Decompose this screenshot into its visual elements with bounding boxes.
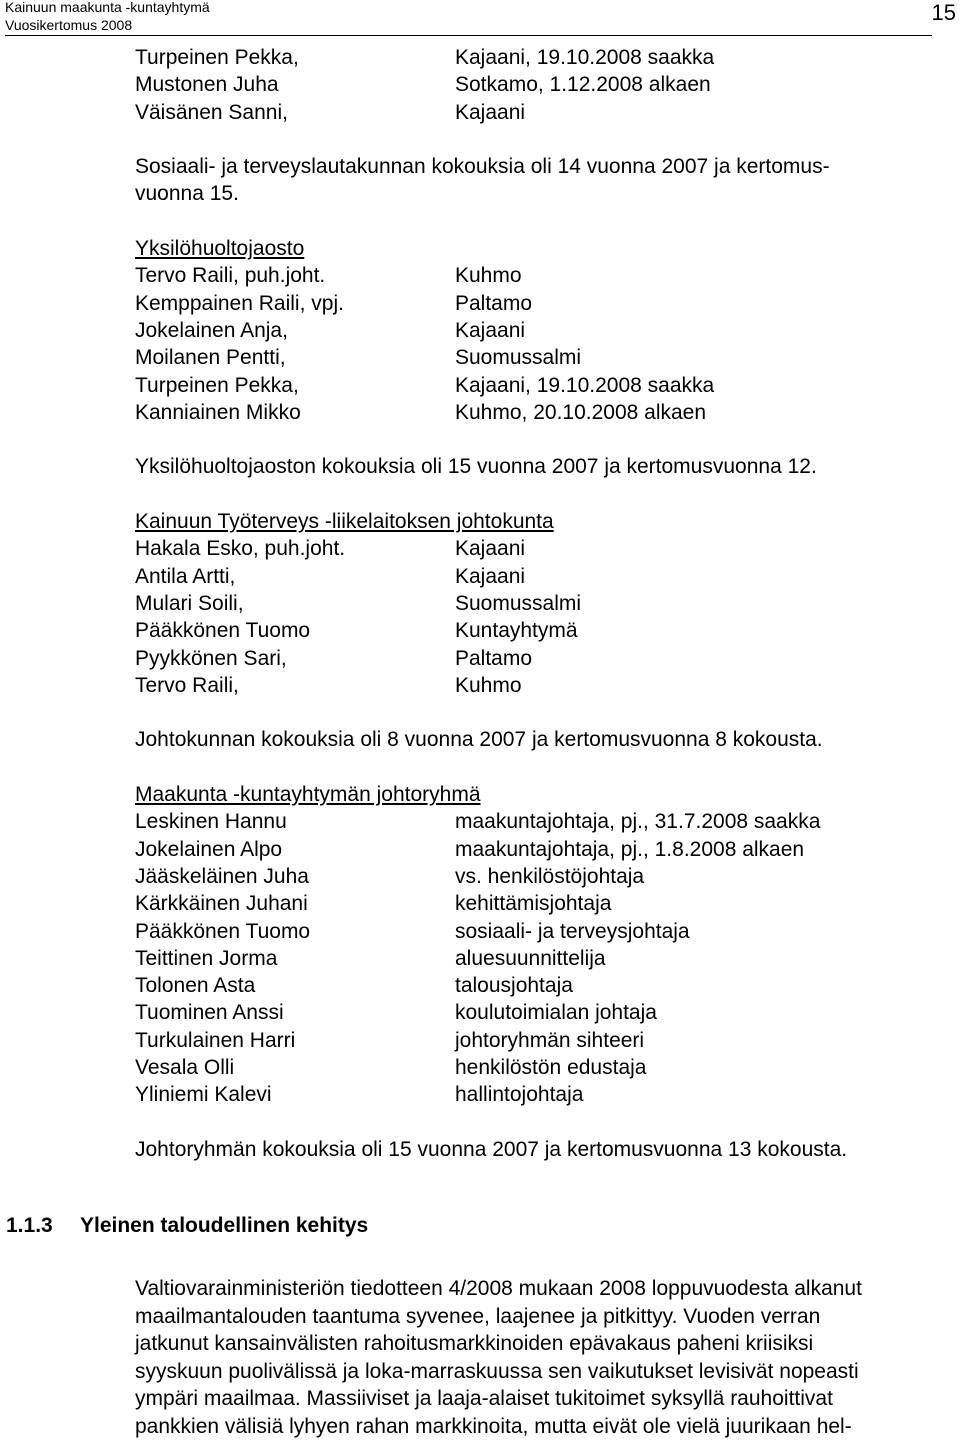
member-row — [135, 44, 935, 71]
member-name: Väisänen Sanni, — [135, 99, 288, 126]
paragraph-line: vuonna 15. — [135, 180, 239, 207]
member-name: Jokelainen Anja, — [135, 317, 288, 344]
committee-title: Maakunta -kuntayhtymän johtoryhmä — [135, 781, 481, 808]
header-organization: Kainuun maakunta -kuntayhtymä — [5, 0, 210, 15]
header-divider — [5, 35, 932, 36]
member-name: Kemppainen Raili, vpj. — [135, 290, 344, 317]
spacer — [135, 481, 935, 508]
section-number: 1.1.3 — [6, 1212, 53, 1239]
member-name: Tervo Raili, — [135, 672, 239, 699]
member-info: Suomussalmi — [455, 344, 581, 371]
committee-summary: Yksilöhuoltojaoston kokouksia oli 15 vuonna 2007 ja kertomusvuonna 12. — [135, 453, 817, 480]
member-row — [135, 590, 935, 617]
section-title: Yleinen taloudellinen kehitys — [80, 1212, 368, 1239]
member-name: Tuominen Anssi — [135, 999, 284, 1026]
member-info: Kajaani, 19.10.2008 saakka — [455, 44, 714, 71]
member-info: Kajaani — [455, 563, 525, 590]
member-row — [135, 399, 935, 426]
member-row — [135, 617, 935, 644]
member-row — [135, 535, 935, 562]
member-info: Paltamo — [455, 290, 532, 317]
body-line: ympäri maailmaa. Massiiviset ja laaja-alaiset tukitoimet syksyllä rauhoittivat — [135, 1385, 957, 1413]
member-info: aluesuunnittelija — [455, 945, 606, 972]
document-content — [135, 44, 935, 1163]
body-line: syyskuun puolivälissä ja loka-marraskuussa sen vaikutukset levisivät nopeasti — [135, 1358, 957, 1386]
committee-summary: Johtoryhmän kokouksia oli 15 vuonna 2007 ja kertomusvuonna 13 kokousta. — [135, 1136, 847, 1163]
member-info: maakuntajohtaja, pj., 31.7.2008 saakka — [455, 808, 820, 835]
member-name: Jääskeläinen Juha — [135, 863, 309, 890]
member-info: koulutoimialan johtaja — [455, 999, 657, 1026]
member-row — [135, 972, 935, 999]
member-name: Vesala Olli — [135, 1054, 234, 1081]
member-info: Kuhmo — [455, 262, 522, 289]
committee-summary: Johtokunnan kokouksia oli 8 vuonna 2007 ja kertomusvuonna 8 kokousta. — [135, 726, 823, 753]
member-row — [135, 945, 935, 972]
member-info: maakuntajohtaja, pj., 1.8.2008 alkaen — [455, 836, 804, 863]
spacer — [135, 126, 935, 153]
member-row — [135, 836, 935, 863]
member-row — [135, 1081, 935, 1108]
member-name: Hakala Esko, puh.joht. — [135, 535, 345, 562]
spacer — [135, 208, 935, 235]
member-info: Paltamo — [455, 645, 532, 672]
member-row — [135, 672, 935, 699]
member-row — [135, 290, 935, 317]
member-name: Turkulainen Harri — [135, 1027, 295, 1054]
member-name: Tervo Raili, puh.joht. — [135, 262, 325, 289]
member-name: Tolonen Asta — [135, 972, 255, 999]
member-name: Jokelainen Alpo — [135, 836, 282, 863]
member-row — [135, 808, 935, 835]
page-number: 15 — [932, 0, 956, 26]
committee-title: Kainuun Työterveys -liikelaitoksen johtokunta — [135, 508, 554, 535]
member-row — [135, 645, 935, 672]
header-report-title: Vuosikertomus 2008 — [5, 17, 132, 33]
member-name: Kärkkäinen Juhani — [135, 890, 308, 917]
spacer — [135, 426, 935, 453]
member-row — [135, 372, 935, 399]
member-name: Yliniemi Kalevi — [135, 1081, 272, 1108]
member-name: Pääkkönen Tuomo — [135, 918, 310, 945]
member-info: kehittämisjohtaja — [455, 890, 611, 917]
member-name: Teittinen Jorma — [135, 945, 277, 972]
member-info: Sotkamo, 1.12.2008 alkaen — [455, 71, 711, 98]
body-paragraph — [135, 1275, 957, 1440]
member-info: Kajaani — [455, 317, 525, 344]
member-name: Pyykkönen Sari, — [135, 645, 287, 672]
member-info: Kajaani — [455, 99, 525, 126]
member-name: Moilanen Pentti, — [135, 344, 286, 371]
body-line: maailmantalouden taantuma syvenee, laajenee ja pitkittyy. Vuoden verran — [135, 1303, 957, 1331]
body-line: pankkien välisiä lyhyen rahan markkinoita, mutta eivät ole vielä juurikaan hel- — [135, 1413, 957, 1440]
member-row — [135, 262, 935, 289]
member-row — [135, 99, 935, 126]
member-row — [135, 1054, 935, 1081]
page-header — [0, 0, 960, 40]
member-info: Kuntayhtymä — [455, 617, 578, 644]
member-name: Pääkkönen Tuomo — [135, 617, 310, 644]
section-johtoryhma — [135, 781, 935, 1163]
member-name: Mustonen Juha — [135, 71, 279, 98]
member-name: Kanniainen Mikko — [135, 399, 301, 426]
member-row — [135, 317, 935, 344]
member-row — [135, 563, 935, 590]
member-info: talousjohtaja — [455, 972, 573, 999]
member-row — [135, 1027, 935, 1054]
member-row — [135, 890, 935, 917]
member-row — [135, 863, 935, 890]
member-info: Kajaani, 19.10.2008 saakka — [455, 372, 714, 399]
member-name: Turpeinen Pekka, — [135, 372, 299, 399]
member-name: Antila Artti, — [135, 563, 235, 590]
member-info: henkilöstön edustaja — [455, 1054, 646, 1081]
member-list-continuation — [135, 44, 935, 126]
member-info: sosiaali- ja terveysjohtaja — [455, 918, 690, 945]
body-line: Valtiovarainministeriön tiedotteen 4/2008 mukaan 2008 loppuvuodesta alkanut — [135, 1275, 957, 1303]
spacer — [135, 1109, 935, 1136]
member-info: Kuhmo — [455, 672, 522, 699]
member-row — [135, 918, 935, 945]
member-row — [135, 344, 935, 371]
body-line: jatkunut kansainvälisten rahoitusmarkkinoiden epävakaus paheni kriisiksi — [135, 1330, 957, 1358]
member-info: vs. henkilöstöjohtaja — [455, 863, 644, 890]
member-info: Kajaani — [455, 535, 525, 562]
paragraph-sosiaali-meetings — [135, 153, 935, 208]
spacer — [135, 699, 935, 726]
section-tyoterveys — [135, 508, 935, 754]
member-row — [135, 999, 935, 1026]
member-info: Kuhmo, 20.10.2008 alkaen — [455, 399, 706, 426]
committee-title: Yksilöhuoltojaosto — [135, 235, 304, 262]
member-info: hallintojohtaja — [455, 1081, 583, 1108]
member-name: Turpeinen Pekka, — [135, 44, 299, 71]
member-name: Mulari Soili, — [135, 590, 244, 617]
paragraph-line: Sosiaali- ja terveyslautakunnan kokouksia oli 14 vuonna 2007 ja kertomus- — [135, 153, 830, 180]
section-yksilohuoltojaosto — [135, 235, 935, 481]
member-row — [135, 71, 935, 98]
member-name: Leskinen Hannu — [135, 808, 287, 835]
spacer — [135, 754, 935, 781]
member-info: Suomussalmi — [455, 590, 581, 617]
member-info: johtoryhmän sihteeri — [455, 1027, 644, 1054]
